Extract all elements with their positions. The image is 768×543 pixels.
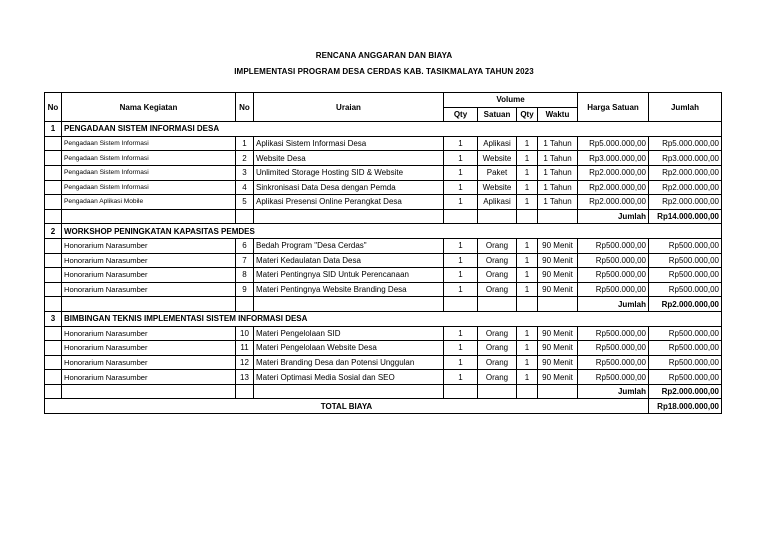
cell-waktu: 90 Menit	[538, 268, 578, 283]
empty-cell	[62, 384, 236, 399]
cell-uraian: Materi Kedaulatan Data Desa	[254, 253, 444, 268]
empty-cell	[45, 180, 62, 195]
empty-cell	[45, 136, 62, 151]
empty-cell	[45, 282, 62, 297]
empty-cell	[45, 297, 62, 312]
empty-cell	[45, 341, 62, 356]
cell-qty: 1	[444, 165, 478, 180]
cell-no: 6	[236, 238, 254, 253]
cell-no: 3	[236, 165, 254, 180]
cell-qty2: 1	[517, 238, 538, 253]
cell-harga-satuan: Rp2.000.000,00	[578, 165, 649, 180]
cell-qty: 1	[444, 180, 478, 195]
header-no2: No	[236, 93, 254, 122]
empty-cell	[444, 384, 478, 399]
cell-nama-kegiatan: Pengadaan Sistem Informasi	[62, 136, 236, 151]
header-nama-kegiatan: Nama Kegiatan	[62, 93, 236, 122]
empty-cell	[45, 268, 62, 283]
cell-nama-kegiatan: Honorarium Narasumber	[62, 238, 236, 253]
empty-cell	[517, 384, 538, 399]
total-row	[45, 399, 722, 414]
empty-cell	[62, 297, 236, 312]
cell-harga-satuan: Rp500.000,00	[578, 253, 649, 268]
cell-satuan: Orang	[478, 253, 517, 268]
cell-satuan: Aplikasi	[478, 195, 517, 210]
table-row	[45, 341, 722, 356]
cell-nama-kegiatan: Pengadaan Sistem Informasi	[62, 180, 236, 195]
cell-nama-kegiatan: Honorarium Narasumber	[62, 370, 236, 385]
cell-harga-satuan: Rp500.000,00	[578, 355, 649, 370]
cell-waktu: 90 Menit	[538, 253, 578, 268]
table-row	[45, 282, 722, 297]
cell-satuan: Orang	[478, 238, 517, 253]
cell-uraian: Materi Pentingnya Website Branding Desa	[254, 282, 444, 297]
table-row	[45, 136, 722, 151]
cell-qty2: 1	[517, 282, 538, 297]
section-title-row	[45, 224, 722, 239]
cell-waktu: 1 Tahun	[538, 180, 578, 195]
cell-harga-satuan: Rp500.000,00	[578, 326, 649, 341]
cell-harga-satuan: Rp500.000,00	[578, 238, 649, 253]
document-title: RENCANA ANGGARAN DAN BIAYA	[315, 51, 453, 60]
cell-waktu: 1 Tahun	[538, 151, 578, 166]
cell-waktu: 90 Menit	[538, 282, 578, 297]
cell-no: 4	[236, 180, 254, 195]
cell-uraian: Materi Pentingnya SID Untuk Perencanaan	[254, 268, 444, 283]
subtotal-row	[45, 209, 722, 224]
cell-jumlah: Rp5.000.000,00	[649, 136, 722, 151]
cell-no: 13	[236, 370, 254, 385]
cell-satuan: Aplikasi	[478, 136, 517, 151]
cell-satuan: Orang	[478, 355, 517, 370]
cell-satuan: Website	[478, 151, 517, 166]
empty-cell	[517, 297, 538, 312]
cell-qty2: 1	[517, 341, 538, 356]
subtotal-label: Jumlah	[578, 384, 649, 399]
cell-jumlah: Rp500.000,00	[649, 238, 722, 253]
empty-cell	[45, 253, 62, 268]
empty-cell	[236, 297, 254, 312]
cell-qty: 1	[444, 151, 478, 166]
cell-no: 11	[236, 341, 254, 356]
cell-jumlah: Rp500.000,00	[649, 268, 722, 283]
header-satuan: Satuan	[478, 107, 517, 122]
section-title-row	[45, 311, 722, 326]
cell-no: 7	[236, 253, 254, 268]
cell-no: 2	[236, 151, 254, 166]
subtotal-label: Jumlah	[578, 297, 649, 312]
empty-cell	[45, 355, 62, 370]
cell-qty2: 1	[517, 253, 538, 268]
header-uraian: Uraian	[254, 93, 444, 122]
cell-qty: 1	[444, 282, 478, 297]
empty-cell	[517, 209, 538, 224]
cell-no: 8	[236, 268, 254, 283]
document-subtitle: IMPLEMENTASI PROGRAM DESA CERDAS KAB. TASIKMALAYA TAHUN 2023	[234, 67, 534, 76]
cell-jumlah: Rp500.000,00	[649, 370, 722, 385]
cell-waktu: 90 Menit	[538, 355, 578, 370]
cell-uraian: Website Desa	[254, 151, 444, 166]
empty-cell	[254, 384, 444, 399]
empty-cell	[45, 384, 62, 399]
empty-cell	[478, 209, 517, 224]
section-number: 3	[45, 311, 62, 326]
cell-qty: 1	[444, 370, 478, 385]
subtotal-row	[45, 297, 722, 312]
cell-nama-kegiatan: Pengadaan Sistem Informasi	[62, 151, 236, 166]
cell-harga-satuan: Rp5.000.000,00	[578, 136, 649, 151]
empty-cell	[254, 297, 444, 312]
cell-harga-satuan: Rp500.000,00	[578, 268, 649, 283]
cell-waktu: 1 Tahun	[538, 195, 578, 210]
cell-jumlah: Rp2.000.000,00	[649, 180, 722, 195]
cell-qty: 1	[444, 136, 478, 151]
cell-qty: 1	[444, 355, 478, 370]
total-value: Rp18.000.000,00	[649, 399, 722, 414]
empty-cell	[45, 238, 62, 253]
cell-qty2: 1	[517, 370, 538, 385]
table-row	[45, 326, 722, 341]
subtotal-row	[45, 384, 722, 399]
cell-nama-kegiatan: Honorarium Narasumber	[62, 341, 236, 356]
cell-satuan: Orang	[478, 341, 517, 356]
empty-cell	[538, 297, 578, 312]
cell-satuan: Orang	[478, 282, 517, 297]
cell-qty2: 1	[517, 195, 538, 210]
cell-qty2: 1	[517, 326, 538, 341]
cell-uraian: Materi Optimasi Media Sosial dan SEO	[254, 370, 444, 385]
cell-harga-satuan: Rp2.000.000,00	[578, 195, 649, 210]
empty-cell	[236, 384, 254, 399]
empty-cell	[45, 151, 62, 166]
cell-qty: 1	[444, 341, 478, 356]
cell-qty2: 1	[517, 180, 538, 195]
cell-qty2: 1	[517, 355, 538, 370]
cell-qty: 1	[444, 253, 478, 268]
budget-table	[44, 92, 722, 414]
section-title: PENGADAAN SISTEM INFORMASI DESA	[62, 122, 722, 137]
header-waktu: Waktu	[538, 107, 578, 122]
header-jumlah: Jumlah	[649, 93, 722, 122]
cell-jumlah: Rp500.000,00	[649, 355, 722, 370]
header-qty2: Qty	[517, 107, 538, 122]
table-row	[45, 180, 722, 195]
header-qty: Qty	[444, 107, 478, 122]
cell-uraian: Materi Branding Desa dan Potensi Unggulan	[254, 355, 444, 370]
cell-nama-kegiatan: Honorarium Narasumber	[62, 326, 236, 341]
subtotal-label: Jumlah	[578, 209, 649, 224]
cell-satuan: Paket	[478, 165, 517, 180]
header-volume: Volume	[444, 93, 578, 108]
cell-waktu: 90 Menit	[538, 326, 578, 341]
empty-cell	[45, 165, 62, 180]
cell-no: 1	[236, 136, 254, 151]
cell-qty: 1	[444, 326, 478, 341]
cell-jumlah: Rp500.000,00	[649, 282, 722, 297]
cell-uraian: Sinkronisasi Data Desa dengan Pemda	[254, 180, 444, 195]
cell-jumlah: Rp500.000,00	[649, 326, 722, 341]
empty-cell	[538, 209, 578, 224]
section-title: WORKSHOP PENINGKATAN KAPASITAS PEMDES	[62, 224, 722, 239]
empty-cell	[45, 195, 62, 210]
subtotal-value: Rp14.000.000,00	[649, 209, 722, 224]
cell-jumlah: Rp2.000.000,00	[649, 165, 722, 180]
cell-satuan: Orang	[478, 370, 517, 385]
cell-qty2: 1	[517, 151, 538, 166]
table-row	[45, 151, 722, 166]
table-row	[45, 195, 722, 210]
table-row	[45, 370, 722, 385]
cell-qty: 1	[444, 238, 478, 253]
cell-no: 10	[236, 326, 254, 341]
cell-uraian: Aplikasi Sistem Informasi Desa	[254, 136, 444, 151]
empty-cell	[538, 384, 578, 399]
cell-waktu: 1 Tahun	[538, 165, 578, 180]
cell-uraian: Materi Pengelolaan SID	[254, 326, 444, 341]
cell-qty2: 1	[517, 136, 538, 151]
empty-cell	[45, 326, 62, 341]
empty-cell	[444, 209, 478, 224]
cell-waktu: 90 Menit	[538, 341, 578, 356]
subtotal-value: Rp2.000.000,00	[649, 297, 722, 312]
section-title-row	[45, 122, 722, 137]
cell-no: 9	[236, 282, 254, 297]
header-harga-satuan: Harga Satuan	[578, 93, 649, 122]
table-row	[45, 165, 722, 180]
empty-cell	[236, 209, 254, 224]
cell-waktu: 90 Menit	[538, 370, 578, 385]
cell-harga-satuan: Rp3.000.000,00	[578, 151, 649, 166]
cell-harga-satuan: Rp500.000,00	[578, 282, 649, 297]
cell-harga-satuan: Rp2.000.000,00	[578, 180, 649, 195]
cell-no: 5	[236, 195, 254, 210]
cell-harga-satuan: Rp500.000,00	[578, 341, 649, 356]
table-row	[45, 253, 722, 268]
header-row	[45, 93, 722, 108]
cell-satuan: Orang	[478, 268, 517, 283]
cell-qty: 1	[444, 268, 478, 283]
cell-waktu: 1 Tahun	[538, 136, 578, 151]
empty-cell	[478, 297, 517, 312]
cell-jumlah: Rp2.000.000,00	[649, 195, 722, 210]
empty-cell	[444, 297, 478, 312]
table-row	[45, 268, 722, 283]
cell-uraian: Unlimited Storage Hosting SID & Website	[254, 165, 444, 180]
budget-table-body	[45, 93, 722, 414]
cell-qty2: 1	[517, 268, 538, 283]
subtotal-value: Rp2.000.000,00	[649, 384, 722, 399]
cell-nama-kegiatan: Honorarium Narasumber	[62, 282, 236, 297]
cell-uraian: Bedah Program "Desa Cerdas"	[254, 238, 444, 253]
cell-waktu: 90 Menit	[538, 238, 578, 253]
empty-cell	[478, 384, 517, 399]
cell-jumlah: Rp500.000,00	[649, 341, 722, 356]
cell-harga-satuan: Rp500.000,00	[578, 370, 649, 385]
cell-uraian: Materi Pengelolaan Website Desa	[254, 341, 444, 356]
empty-cell	[45, 209, 62, 224]
empty-cell	[45, 370, 62, 385]
cell-nama-kegiatan: Honorarium Narasumber	[62, 268, 236, 283]
cell-jumlah: Rp500.000,00	[649, 253, 722, 268]
cell-uraian: Aplikasi Presensi Online Perangkat Desa	[254, 195, 444, 210]
section-number: 2	[45, 224, 62, 239]
cell-nama-kegiatan: Honorarium Narasumber	[62, 355, 236, 370]
cell-nama-kegiatan: Pengadaan Sistem Informasi	[62, 165, 236, 180]
header-no: No	[45, 93, 62, 122]
section-number: 1	[45, 122, 62, 137]
cell-qty: 1	[444, 195, 478, 210]
cell-jumlah: Rp3.000.000,00	[649, 151, 722, 166]
table-row	[45, 355, 722, 370]
empty-cell	[254, 209, 444, 224]
section-title: BIMBINGAN TEKNIS IMPLEMENTASI SISTEM INFORMASI DESA	[62, 311, 722, 326]
cell-nama-kegiatan: Pengadaan Aplikasi Mobile	[62, 195, 236, 210]
cell-qty2: 1	[517, 165, 538, 180]
total-label: TOTAL BIAYA	[45, 399, 649, 414]
empty-cell	[62, 209, 236, 224]
table-row	[45, 238, 722, 253]
cell-nama-kegiatan: Honorarium Narasumber	[62, 253, 236, 268]
cell-satuan: Website	[478, 180, 517, 195]
cell-satuan: Orang	[478, 326, 517, 341]
cell-no: 12	[236, 355, 254, 370]
